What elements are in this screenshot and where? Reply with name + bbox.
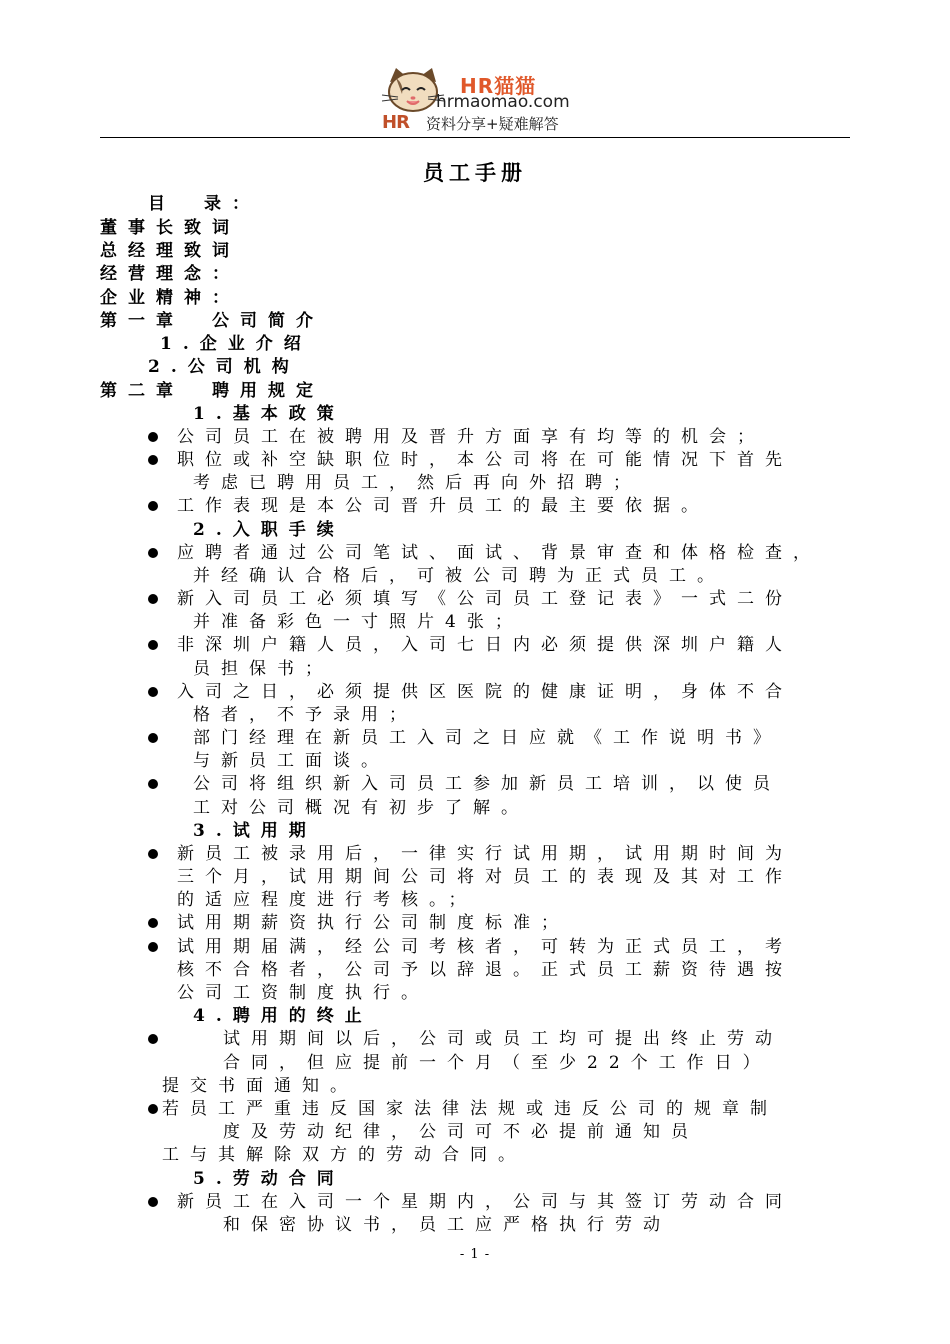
bullet-icon <box>148 687 158 697</box>
page-number: - 1 - <box>459 1247 491 1262</box>
bullet-icon <box>148 1104 158 1114</box>
bullet-icon <box>148 849 158 859</box>
paragraph-line: 考虑已聘用员工，然后再向外招聘； <box>193 473 641 493</box>
paragraph-line: 若员工严重违反国家法律法规或违反公司的规章制 <box>162 1099 778 1119</box>
bullet-icon <box>148 942 158 952</box>
bullet-icon <box>148 779 158 789</box>
paragraph-line: 合同，但应提前一个月（至少22个工作日） <box>223 1053 771 1073</box>
paragraph-line: 新员工在入司一个星期内，公司与其签订劳动合同 <box>177 1192 793 1212</box>
brand-name: HR猫猫 <box>460 74 537 98</box>
paragraph-line: 入司之日，必须提供区医院的健康证明，身体不合 <box>177 682 793 702</box>
paragraph-line: 工作表现是本公司晋升员工的最主要依据。 <box>177 496 709 516</box>
section-heading: 2.入职手续 <box>193 520 345 540</box>
site-url: hrmaomao.com <box>436 92 570 112</box>
section-heading: 4.聘用的终止 <box>193 1006 373 1026</box>
toc-item: 总经理致词 <box>100 241 240 261</box>
paragraph-line: 与新员工面谈。 <box>193 751 389 771</box>
toc-item: 董事长致词 <box>100 218 240 238</box>
paragraph-line: 试用期薪资执行公司制度标准； <box>177 913 569 933</box>
paragraph-line: 试用期届满，经公司考核者，可转为正式员工，考 <box>177 937 793 957</box>
paragraph-line: 核不合格者，公司予以辞退。正式员工薪资待遇按 <box>177 960 793 980</box>
bullet-icon <box>148 640 158 650</box>
section-heading: 2.公司机构 <box>148 357 300 377</box>
bullet-icon <box>148 455 158 465</box>
chapter-heading: 第一章 公司简介 <box>100 311 324 331</box>
paragraph-line: 部门经理在新员工入司之日应就《工作说明书》 <box>193 728 781 748</box>
bullet-icon <box>148 432 158 442</box>
paragraph-line: 度及劳动纪律，公司可不必提前通知员 <box>223 1122 699 1142</box>
paragraph-line: 试用期间以后，公司或员工均可提出终止劳动 <box>223 1029 783 1049</box>
section-heading: 5.劳动合同 <box>193 1169 345 1189</box>
tagline: 资料分享+疑难解答 <box>426 115 559 133</box>
paragraph-line: 并准备彩色一寸照片4张； <box>193 612 523 632</box>
header-rule <box>100 137 850 138</box>
paragraph-line: 员担保书； <box>193 659 333 679</box>
paragraph-line: 工与其解除双方的劳动合同。 <box>162 1145 526 1165</box>
section-heading: 3.试用期 <box>193 821 317 841</box>
paragraph-line: 公司将组织新入司员工参加新员工培训，以使员 <box>193 774 781 794</box>
chapter-heading: 第二章 聘用规定 <box>100 381 324 401</box>
bullet-icon <box>148 733 158 743</box>
paragraph-line: 并经确认合格后，可被公司聘为正式员工。 <box>193 566 725 586</box>
bullet-icon <box>148 548 158 558</box>
bullet-icon <box>148 1034 158 1044</box>
bullet-icon <box>148 501 158 511</box>
paragraph-line: 格者，不予录用； <box>193 705 417 725</box>
paragraph-line: 新员工被录用后，一律实行试用期，试用期时间为 <box>177 844 793 864</box>
paragraph-line: 的适应程度进行考核。； <box>177 890 477 910</box>
hr-mark: HR <box>382 112 409 133</box>
paragraph-line: 工对公司概况有初步了解。 <box>193 798 529 818</box>
toc-heading: 目 录： <box>148 194 260 214</box>
paragraph-line: 和保密协议书，员工应严格执行劳动 <box>223 1215 671 1235</box>
paragraph-line: 公司员工在被聘用及晋升方面享有均等的机会； <box>177 427 765 447</box>
bullet-icon <box>148 918 158 928</box>
paragraph-line: 三个月，试用期间公司将对员工的表现及其对工作 <box>177 867 793 887</box>
bullet-icon <box>148 1197 158 1207</box>
paragraph-line: 新入司员工必须填写《公司员工登记表》一式二份 <box>177 589 793 609</box>
bullet-icon <box>148 594 158 604</box>
paragraph-line: 公司工资制度执行。 <box>177 983 429 1003</box>
page-title: 员工手册 <box>423 160 527 185</box>
hr-maomao-logo <box>374 68 584 138</box>
paragraph-line: 非深圳户籍人员，入司七日内必须提供深圳户籍人 <box>177 635 793 655</box>
paragraph-line: 职位或补空缺职位时，本公司将在可能情况下首先 <box>177 450 793 470</box>
paragraph-line: 提交书面通知。 <box>162 1076 358 1096</box>
section-heading: 1.企业介绍 <box>160 334 312 354</box>
paragraph-line: 应聘者通过公司笔试、面试、背景审查和体格检查， <box>177 543 821 563</box>
section-heading: 1.基本政策 <box>193 404 345 424</box>
toc-item: 经营理念： <box>100 264 240 284</box>
toc-item: 企业精神： <box>100 288 240 308</box>
